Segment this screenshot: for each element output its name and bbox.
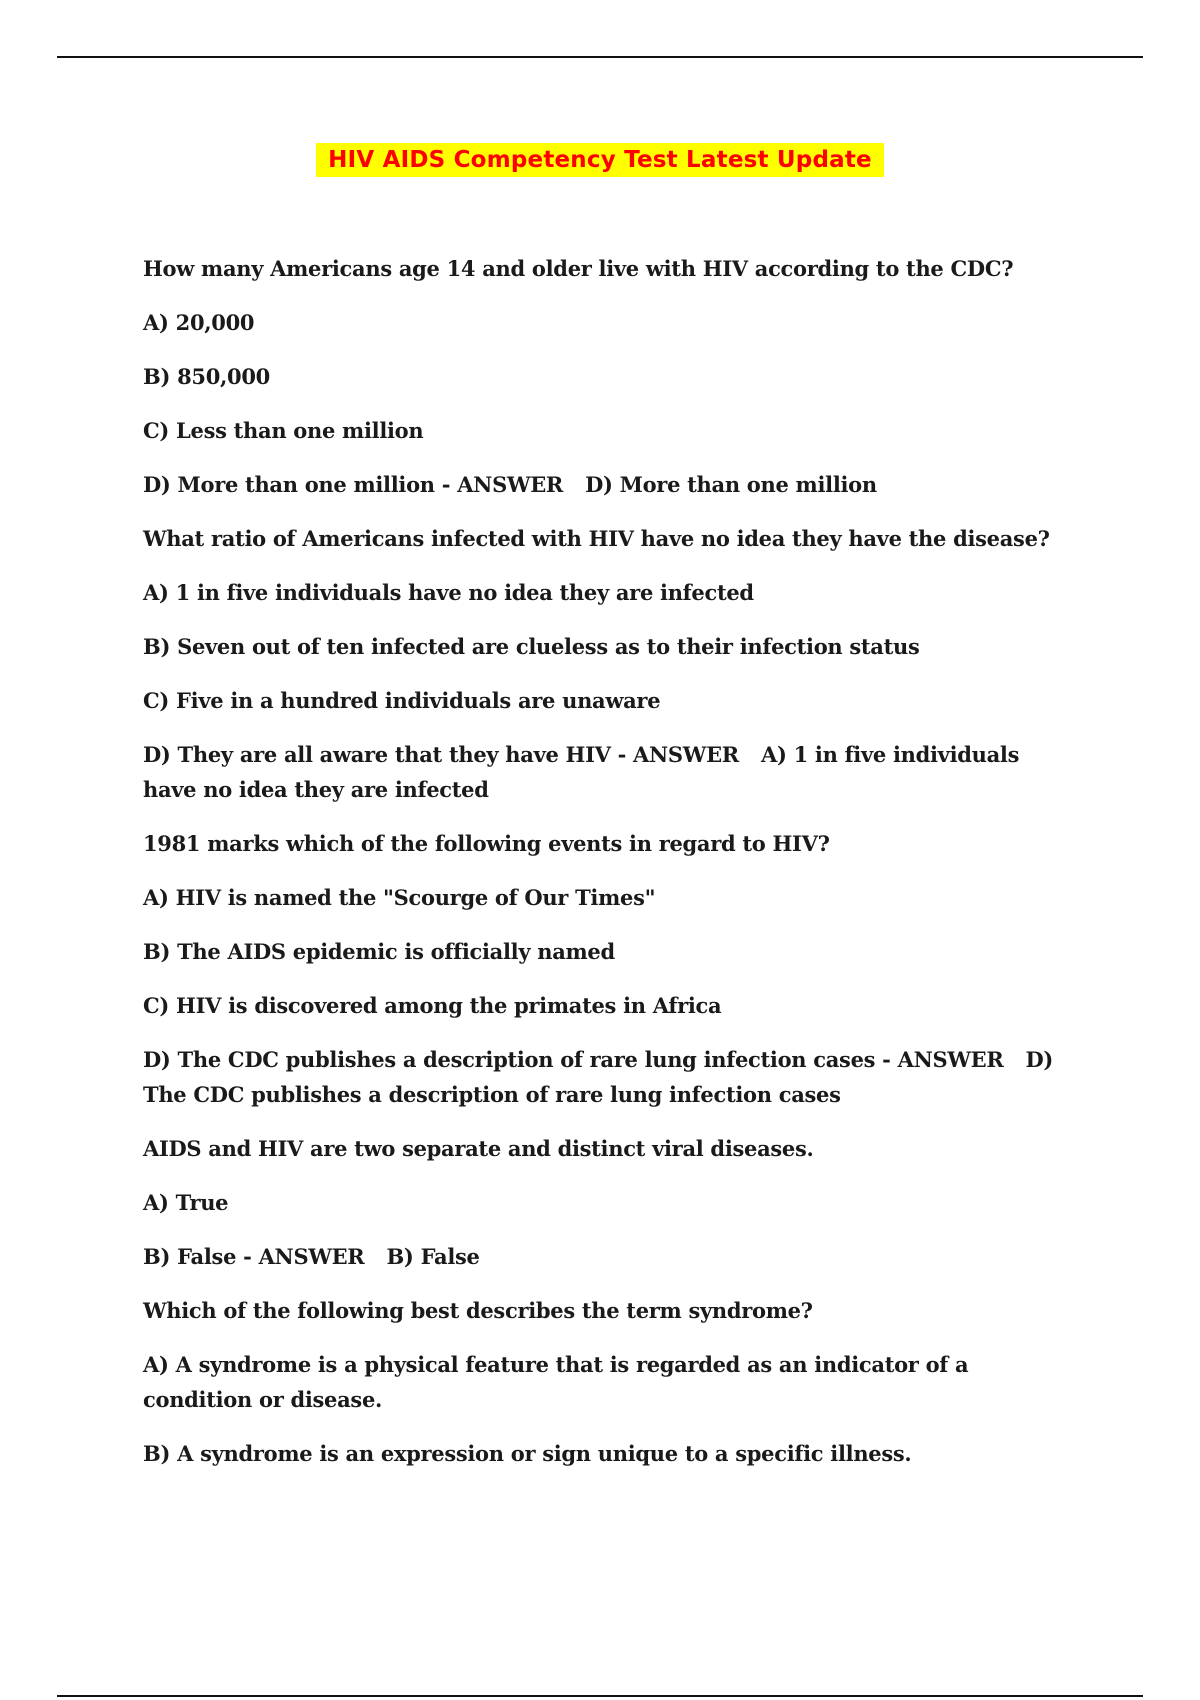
footer-rule xyxy=(57,1695,1143,1697)
question-prompt: AIDS and HIV are two separate and distinct viral diseases. xyxy=(143,1136,814,1161)
answer-option: A) 20,000 xyxy=(143,310,255,335)
answer-option: A) True xyxy=(143,1190,229,1215)
answer-option: B) The AIDS epidemic is officially named xyxy=(143,939,615,964)
document-title: HIV AIDS Competency Test Latest Update xyxy=(316,143,884,177)
answer-option: B) 850,000 xyxy=(143,364,270,389)
question-prompt: 1981 marks which of the following events in regard to HIV? xyxy=(143,831,830,856)
answer-option: A) HIV is named the "Scourge of Our Times" xyxy=(143,885,656,910)
answer-line xyxy=(143,1042,1073,1112)
correct-answer: B) False xyxy=(386,1244,480,1269)
answer-option: B) A syndrome is an expression or sign unique to a specific illness. xyxy=(143,1441,912,1466)
answer-line xyxy=(143,1239,1073,1274)
answer-option: A) A syndrome is a physical feature that is regarded as an indicator of a condition or disease. xyxy=(143,1352,969,1412)
correct-answer: D) More than one million xyxy=(585,472,877,497)
final-option: D) The CDC publishes a description of rare lung infection cases - ANSWER xyxy=(143,1047,1004,1072)
question-list xyxy=(143,251,1073,1490)
question-prompt: What ratio of Americans infected with HIV have no idea they have the disease? xyxy=(143,526,1050,551)
answer-line xyxy=(143,737,1073,807)
answer-option: C) HIV is discovered among the primates in Africa xyxy=(143,993,722,1018)
header-rule xyxy=(57,56,1143,58)
title-container xyxy=(0,143,1200,177)
answer-option: C) Five in a hundred individuals are unaware xyxy=(143,688,661,713)
answer-line xyxy=(143,467,1073,502)
answer-option: C) Less than one million xyxy=(143,418,424,443)
final-option: D) More than one million - ANSWER xyxy=(143,472,564,497)
question-prompt: How many Americans age 14 and older live with HIV according to the CDC? xyxy=(143,256,1014,281)
correct-answer: D) The CDC publishes a description of rare lung infection cases xyxy=(143,1047,1054,1107)
answer-option: B) Seven out of ten infected are clueless as to their infection status xyxy=(143,634,920,659)
answer-option: A) 1 in five individuals have no idea they are infected xyxy=(143,580,754,605)
correct-answer: A) 1 in five individuals have no idea they are infected xyxy=(143,742,1020,802)
question-prompt: Which of the following best describes the term syndrome? xyxy=(143,1298,813,1323)
final-option: B) False - ANSWER xyxy=(143,1244,365,1269)
final-option: D) They are all aware that they have HIV - ANSWER xyxy=(143,742,739,767)
